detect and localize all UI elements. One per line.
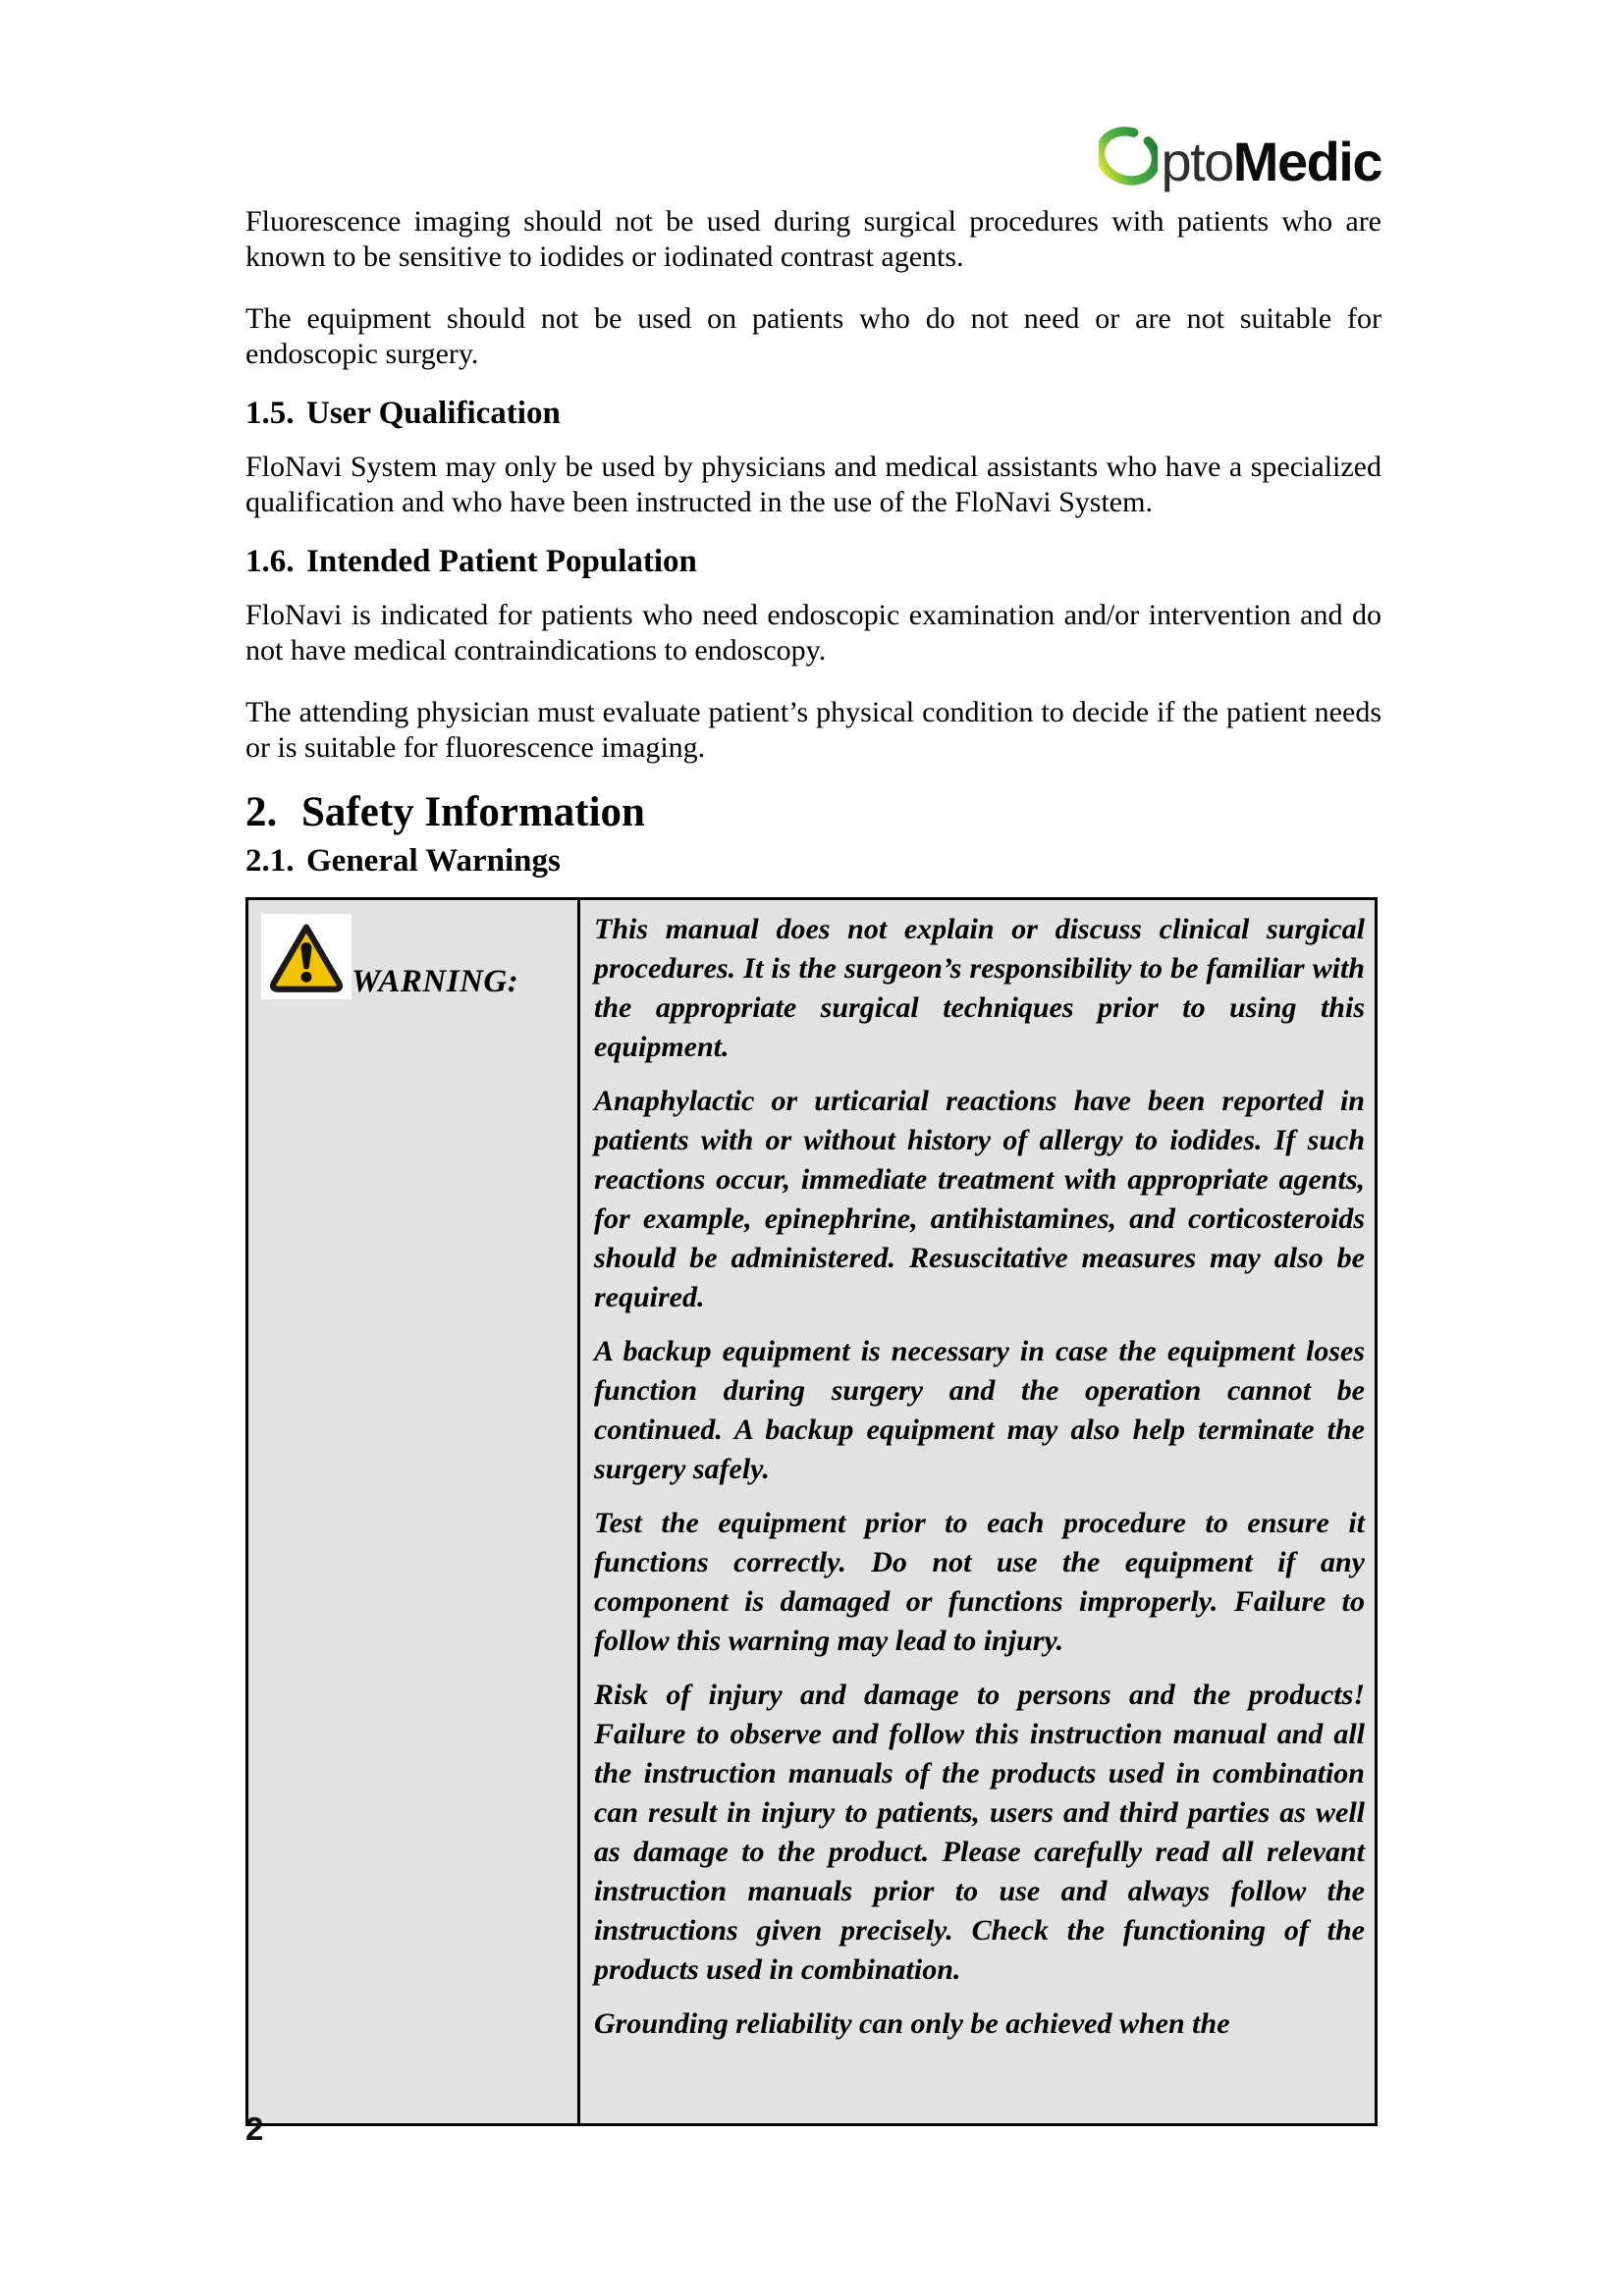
heading-general-warnings [245,841,1381,881]
warning-header [261,914,568,999]
logo-swirl-icon [1099,118,1158,192]
heading-number: 2.1. [245,843,295,879]
heading-title: General Warnings [306,843,561,879]
logo-text-pto: pto [1161,131,1233,192]
page-number: 2 [245,2110,264,2147]
heading-intended-patient-population [245,542,1381,581]
warning-label-cell [247,899,579,2125]
intro-paragraph-2: The equipment should not be used on patients who do not need or are not suitable for endoscopic surgery. [245,302,1381,370]
logo-text [1161,132,1381,192]
heading-number: 2. [245,789,278,835]
intro-paragraph-1: Fluorescence imaging should not be used during surgical procedures with patients who are known to be sensitive to iodides or iodinated contrast agents. [245,205,1381,273]
warning-label: WARNING: [352,964,519,999]
warning-paragraph-5: Risk of injury and damage to persons and the products! Failure to observe and follow this instruction manual and all the instruction manuals of the products used in combination can result in injury to patients, users and third parties as well as damage to the product. Please carefully read all relevant instruction manuals prior to use and always follow the instructions given precisely. Check the functioning of the products used in combination. [594,1679,1365,1986]
warning-paragraph-6: Grounding reliability can only be achieved when the [594,2007,1230,2040]
warning-table-wrapper [245,897,1378,2126]
heading-safety-information [245,788,1381,837]
warning-paragraph-3: A backup equipment is necessary in case the equipment loses function during surgery and the operation cannot be continued. A backup equipment may also help terminate the surgery safely. [594,1335,1365,1485]
heading-title: Safety Information [301,789,645,835]
heading-number: 1.5. [245,396,295,431]
heading-number: 1.6. [245,544,295,579]
warning-paragraph-2: Anaphylactic or urticarial reactions have been reported in patients with or without history of allergy to iodides. If such reactions occur, immediate treatment with appropriate agents, for example, epinephrine, antihistamines, and corticosteroids should be administered. Resuscitative measures may also be required. [594,1085,1365,1313]
optomedic-logo [1099,118,1381,192]
heading-user-qualification [245,394,1381,433]
intended-population-paragraph-1: FloNavi is indicated for patients who need endoscopic examination and/or intervention and do not have medical contraindications to endoscopy. [245,599,1381,667]
logo-text-medic: Medic [1232,131,1381,192]
warning-text-cell [579,899,1377,2125]
warning-triangle-icon [261,914,352,999]
warning-paragraph-4: Test the equipment prior to each procedure to ensure it functions correctly. Do not use the equipment if any component is damaged or functions improperly. Failure to follow this warning may lead to injury. [594,1507,1365,1657]
page-content [245,0,1381,2126]
heading-title: User Qualification [306,396,561,431]
warning-table-row [247,899,1377,2125]
heading-title: Intended Patient Population [306,544,697,579]
warning-table [245,897,1378,2126]
logo-row [245,108,1381,192]
warning-paragraph-1: This manual does not explain or discuss clinical surgical procedures. It is the surgeon’s responsibility to be familiar with the appropriate surgical techniques prior to using this equipment. [594,913,1365,1063]
intended-population-paragraph-2: The attending physician must evaluate patient’s physical condition to decide if the patient needs or is suitable for fluorescence imaging. [245,696,1381,764]
user-qualification-paragraph: FloNavi System may only be used by physicians and medical assistants who have a specialized qualification and who have been instructed in the use of the FloNavi System. [245,451,1381,518]
